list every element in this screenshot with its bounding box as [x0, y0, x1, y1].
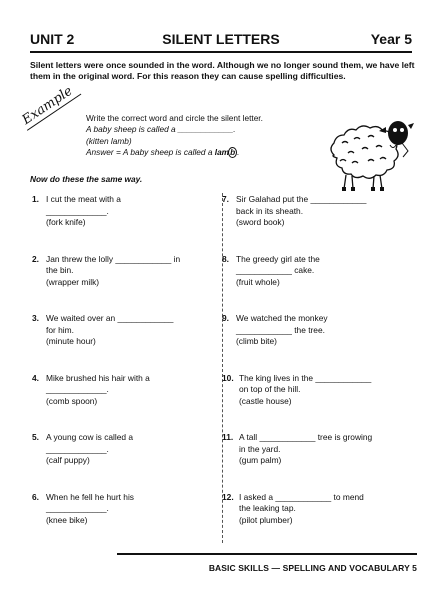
question-number: 10. [222, 372, 234, 383]
answer-options: (gum palm) [239, 455, 282, 466]
example-instruction: Write the correct word and circle the silent letter. [86, 113, 263, 123]
question-line: The greedy girl ate the [236, 253, 320, 264]
question-item [222, 313, 402, 348]
question-number: 7. [222, 194, 229, 204]
question-item [32, 194, 212, 229]
question-line: the bin. [46, 265, 74, 276]
question-item [32, 254, 212, 289]
example-sentence: A baby sheep is called a ____________. [86, 124, 236, 135]
answer-options: (pilot plumber) [239, 514, 293, 525]
question-item [32, 432, 212, 467]
question-line: ____________ cake. [236, 265, 315, 276]
question-item [222, 194, 402, 229]
question-line: for him. [46, 324, 74, 335]
answer-options: (fruit whole) [236, 276, 280, 287]
answer-options: (castle house) [239, 395, 292, 406]
page-title: SILENT LETTERS [162, 31, 280, 47]
question-line: ____________ the tree. [236, 324, 325, 335]
question-line: back in its sheath. [236, 205, 304, 216]
question-item [32, 492, 212, 527]
column-divider [222, 193, 223, 543]
question-number: 12. [222, 491, 234, 502]
question-item [32, 313, 212, 348]
question-line: I asked a ____________ to mend [239, 491, 364, 502]
question-line: We waited over an ____________ [46, 313, 174, 323]
page-footer: BASIC SKILLS — SPELLING AND VOCABULARY 5 [117, 553, 417, 579]
question-number: 5. [32, 432, 39, 442]
intro-paragraph: Silent letters were once sounded in the word. Although we no longer sound them, we have left them in the original word. For this reason they can cause spelling difficulties. [30, 60, 415, 82]
question-item [222, 373, 402, 408]
answer-options: (minute hour) [46, 336, 96, 347]
example-stamp: Example [19, 83, 76, 128]
question-item [222, 254, 402, 289]
question-line: the leaking tap. [239, 503, 296, 514]
question-line: When he fell he hurt his [46, 491, 134, 502]
answer-options: (sword book) [236, 217, 285, 228]
example-options: (kitten lamb) [86, 135, 132, 146]
question-line: The king lives in the ____________ [239, 372, 372, 383]
question-number: 6. [32, 491, 39, 502]
question-number: 9. [222, 313, 229, 323]
question-line: A tall ____________ tree is growing [239, 432, 373, 442]
question-line: _____________. [46, 205, 109, 216]
question-line: Jan threw the lolly ____________ in [46, 253, 181, 264]
answer-options: (climb bite) [236, 336, 277, 347]
question-line: I cut the meat with a [46, 194, 121, 204]
answer-options: (comb spoon) [46, 395, 98, 406]
example-block [86, 113, 286, 159]
example-answer [86, 147, 286, 158]
question-line: _____________. [46, 443, 109, 454]
page-header [30, 31, 412, 53]
section-instruction: Now do these the same way. [30, 174, 143, 184]
example-answer-end: . [237, 147, 240, 158]
question-line: in the yard. [239, 443, 281, 454]
answer-options: (knee bike) [46, 514, 88, 525]
question-number: 3. [32, 313, 39, 323]
question-item [222, 432, 402, 467]
question-line: _____________. [46, 384, 109, 395]
year-label: Year 5 [370, 31, 412, 47]
question-number: 11. [222, 432, 234, 442]
sheep-illustration [322, 117, 414, 194]
question-number: 8. [222, 253, 229, 264]
question-item [222, 492, 402, 527]
question-line: We watched the monkey [236, 313, 328, 323]
example-answer-word: lam [214, 147, 230, 158]
question-number: 1. [32, 194, 39, 204]
question-line: Sir Galahad put the ____________ [236, 194, 367, 204]
question-line: _____________. [46, 503, 109, 514]
answer-options: (wrapper milk) [46, 276, 100, 287]
question-number: 2. [32, 253, 39, 264]
silent-letter-circle: b [230, 147, 236, 158]
question-item [32, 373, 212, 408]
question-line: on top of the hill. [239, 384, 301, 395]
answer-options: (fork knife) [46, 217, 86, 228]
example-answer-prefix: Answer = A baby sheep is called a [86, 147, 215, 158]
question-line: A young cow is called a [46, 432, 134, 442]
question-number: 4. [32, 372, 39, 383]
answer-options: (calf puppy) [46, 455, 90, 466]
question-line: Mike brushed his hair with a [46, 372, 150, 383]
unit-label: UNIT 2 [30, 31, 75, 47]
